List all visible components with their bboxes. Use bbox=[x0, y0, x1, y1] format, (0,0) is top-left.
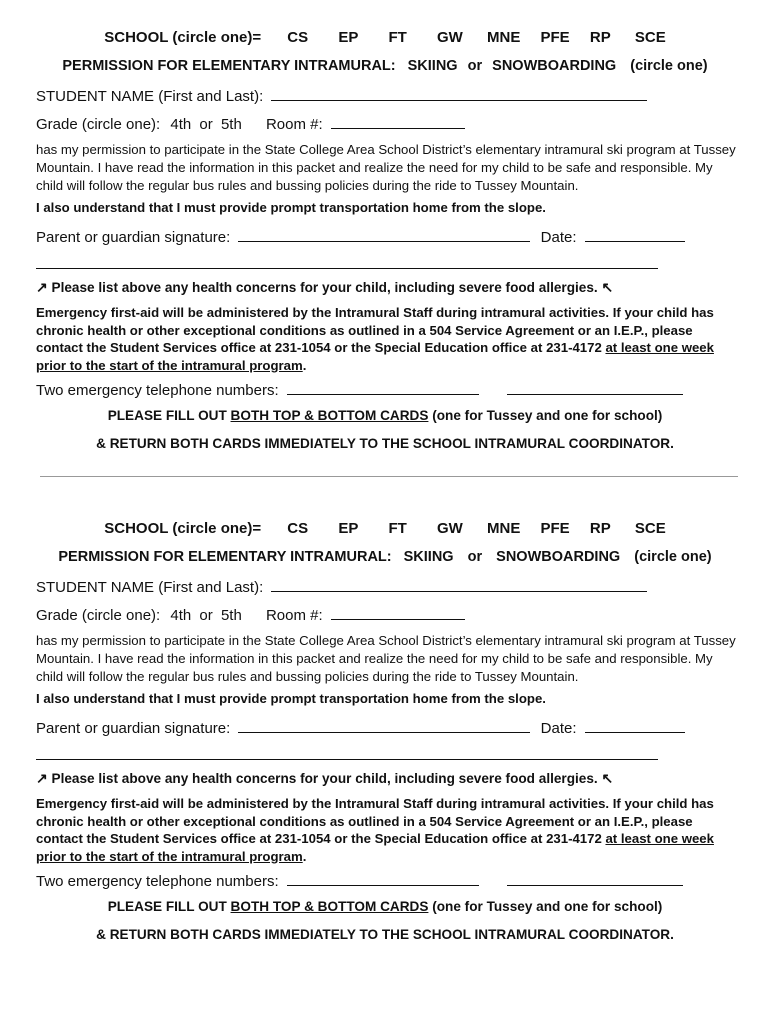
arrow-up-right-icon: ↗ bbox=[36, 279, 48, 295]
school-option-gw[interactable]: GW bbox=[437, 520, 463, 537]
school-option-pfe[interactable]: PFE bbox=[540, 29, 570, 46]
return-instruction: & RETURN BOTH CARDS IMMEDIATELY TO THE SCHOOL INTRAMURAL COORDINATOR. bbox=[96, 927, 674, 942]
room-field[interactable] bbox=[331, 114, 465, 129]
emergency-text: Emergency first-aid will be administered by the Intramural Staff during intramural activities. If your child has chronic health or other exceptional conditions as outlined in a 504 Service Agreement or an I.E.P., please contact the Student Services office at 231-1054 or the Special Education office at 231-4172 bbox=[36, 305, 714, 355]
school-selection-row bbox=[0, 29, 770, 46]
emergency-end: . bbox=[302, 848, 307, 864]
fill-out-text-a: PLEASE FILL OUT bbox=[107, 899, 231, 914]
signature-row bbox=[36, 227, 685, 246]
signature-label: Parent or guardian signature: bbox=[36, 229, 231, 246]
phones-label: Two emergency telephone numbers: bbox=[36, 873, 279, 890]
school-option-ft[interactable]: FT bbox=[388, 520, 407, 537]
health-concerns-row bbox=[36, 770, 613, 787]
emergency-paragraph bbox=[36, 304, 732, 374]
school-option-mne[interactable]: MNE bbox=[487, 29, 521, 46]
transport-statement: I also understand that I must provide prompt transportation home from the slope. bbox=[36, 200, 546, 215]
date-label: Date: bbox=[540, 229, 577, 246]
arrow-up-right-icon: ↗ bbox=[36, 770, 48, 786]
date-field[interactable] bbox=[585, 718, 685, 733]
option-skiing[interactable]: SKIING bbox=[403, 549, 454, 565]
option-snowboarding[interactable]: SNOWBOARDING bbox=[492, 58, 617, 74]
permission-title-row bbox=[0, 58, 770, 74]
phone-field-2[interactable] bbox=[507, 380, 683, 395]
permission-title-row bbox=[0, 549, 770, 565]
school-option-ep[interactable]: EP bbox=[338, 29, 359, 46]
permission-paragraph: has my permission to participate in the State College Area School District’s elementary intramural ski program at Tussey Mountain. I have read the information in this packet and realize the need for my child to be safe and responsible. My child will follow the regular bus rules and bussing policies during the ride to Tussey Mountain. bbox=[36, 142, 736, 193]
option-or: or bbox=[467, 58, 483, 74]
permission-paragraph: has my permission to participate in the State College Area School District’s elementary intramural ski program at Tussey Mountain. I have read the information in this packet and realize the need for my child to be safe and responsible. My child will follow the regular bus rules and bussing policies during the ride to Tussey Mountain. bbox=[36, 633, 736, 684]
permission-title: PERMISSION FOR ELEMENTARY INTRAMURAL: bbox=[58, 549, 392, 565]
school-option-gw[interactable]: GW bbox=[437, 29, 463, 46]
grade-row bbox=[36, 114, 465, 133]
grade-option-5th[interactable]: 5th bbox=[220, 607, 242, 624]
emergency-deadline: at least one week prior to the start of the intramural program bbox=[36, 831, 714, 864]
date-field[interactable] bbox=[585, 227, 685, 242]
school-option-ep[interactable]: EP bbox=[338, 520, 359, 537]
phones-row bbox=[36, 380, 683, 399]
phones-label: Two emergency telephone numbers: bbox=[36, 382, 279, 399]
transport-statement: I also understand that I must provide prompt transportation home from the slope. bbox=[36, 691, 546, 706]
school-option-sce[interactable]: SCE bbox=[634, 520, 666, 537]
phone-field-1[interactable] bbox=[287, 871, 479, 886]
signature-field[interactable] bbox=[238, 718, 530, 733]
room-field[interactable] bbox=[331, 605, 465, 620]
health-concerns-line[interactable] bbox=[36, 268, 658, 269]
health-concerns-text: Please list above any health concerns for your child, including severe food allergies. bbox=[51, 771, 598, 786]
grade-option-4th[interactable]: 4th bbox=[170, 116, 192, 133]
return-instruction: & RETURN BOTH CARDS IMMEDIATELY TO THE SCHOOL INTRAMURAL COORDINATOR. bbox=[96, 436, 674, 451]
circle-one-note: (circle one) bbox=[630, 58, 708, 74]
school-label: SCHOOL (circle one)= bbox=[104, 29, 262, 46]
student-name-field[interactable] bbox=[271, 577, 647, 592]
school-option-mne[interactable]: MNE bbox=[487, 520, 521, 537]
fill-out-instruction bbox=[0, 408, 770, 423]
school-option-sce[interactable]: SCE bbox=[634, 29, 666, 46]
room-label: Room #: bbox=[265, 607, 323, 624]
grade-option-4th[interactable]: 4th bbox=[170, 607, 192, 624]
emergency-text: Emergency first-aid will be administered by the Intramural Staff during intramural activities. If your child has chronic health or other exceptional conditions as outlined in a 504 Service Agreement or an I.E.P., please contact the Student Services office at 231-1054 or the Special Education office at 231-4172 bbox=[36, 796, 714, 846]
fill-out-text-a: PLEASE FILL OUT bbox=[107, 408, 231, 423]
signature-field[interactable] bbox=[238, 227, 530, 242]
option-or: or bbox=[467, 549, 483, 565]
health-concerns-line[interactable] bbox=[36, 759, 658, 760]
fill-out-text-underlined: BOTH TOP & BOTTOM CARDS bbox=[230, 899, 429, 914]
arrow-up-left-icon: ↖ bbox=[601, 770, 614, 786]
phone-field-2[interactable] bbox=[507, 871, 683, 886]
fill-out-text-underlined: BOTH TOP & BOTTOM CARDS bbox=[230, 408, 429, 423]
card-divider bbox=[40, 476, 738, 477]
grade-option-5th[interactable]: 5th bbox=[220, 116, 242, 133]
school-option-ft[interactable]: FT bbox=[388, 29, 407, 46]
grade-row bbox=[36, 605, 465, 624]
health-concerns-text: Please list above any health concerns for your child, including severe food allergies. bbox=[51, 280, 598, 295]
fill-out-instruction bbox=[0, 899, 770, 914]
school-option-cs[interactable]: CS bbox=[287, 29, 309, 46]
student-name-row bbox=[36, 86, 647, 105]
phones-row bbox=[36, 871, 683, 890]
fill-out-text-b: (one for Tussey and one for school) bbox=[428, 899, 663, 914]
student-name-label: STUDENT NAME (First and Last): bbox=[36, 88, 264, 105]
health-concerns-row bbox=[36, 279, 613, 296]
grade-label: Grade (circle one): bbox=[36, 116, 161, 133]
phone-field-1[interactable] bbox=[287, 380, 479, 395]
emergency-end: . bbox=[302, 357, 307, 373]
signature-label: Parent or guardian signature: bbox=[36, 720, 231, 737]
school-option-pfe[interactable]: PFE bbox=[540, 520, 570, 537]
school-label: SCHOOL (circle one)= bbox=[104, 520, 262, 537]
grade-label: Grade (circle one): bbox=[36, 607, 161, 624]
emergency-paragraph bbox=[36, 795, 732, 865]
fill-out-text-b: (one for Tussey and one for school) bbox=[428, 408, 663, 423]
student-name-row bbox=[36, 577, 647, 596]
school-option-rp[interactable]: RP bbox=[589, 520, 611, 537]
student-name-label: STUDENT NAME (First and Last): bbox=[36, 579, 264, 596]
school-option-rp[interactable]: RP bbox=[589, 29, 611, 46]
grade-or: or bbox=[199, 607, 213, 624]
school-selection-row bbox=[0, 520, 770, 537]
emergency-deadline: at least one week prior to the start of the intramural program bbox=[36, 340, 714, 373]
permission-title: PERMISSION FOR ELEMENTARY INTRAMURAL: bbox=[62, 58, 396, 74]
school-option-cs[interactable]: CS bbox=[287, 520, 309, 537]
grade-or: or bbox=[199, 116, 213, 133]
option-skiing[interactable]: SKIING bbox=[407, 58, 458, 74]
date-label: Date: bbox=[540, 720, 577, 737]
student-name-field[interactable] bbox=[271, 86, 647, 101]
circle-one-note: (circle one) bbox=[634, 549, 712, 565]
signature-row bbox=[36, 718, 685, 737]
room-label: Room #: bbox=[265, 116, 323, 133]
arrow-up-left-icon: ↖ bbox=[601, 279, 614, 295]
option-snowboarding[interactable]: SNOWBOARDING bbox=[496, 549, 621, 565]
